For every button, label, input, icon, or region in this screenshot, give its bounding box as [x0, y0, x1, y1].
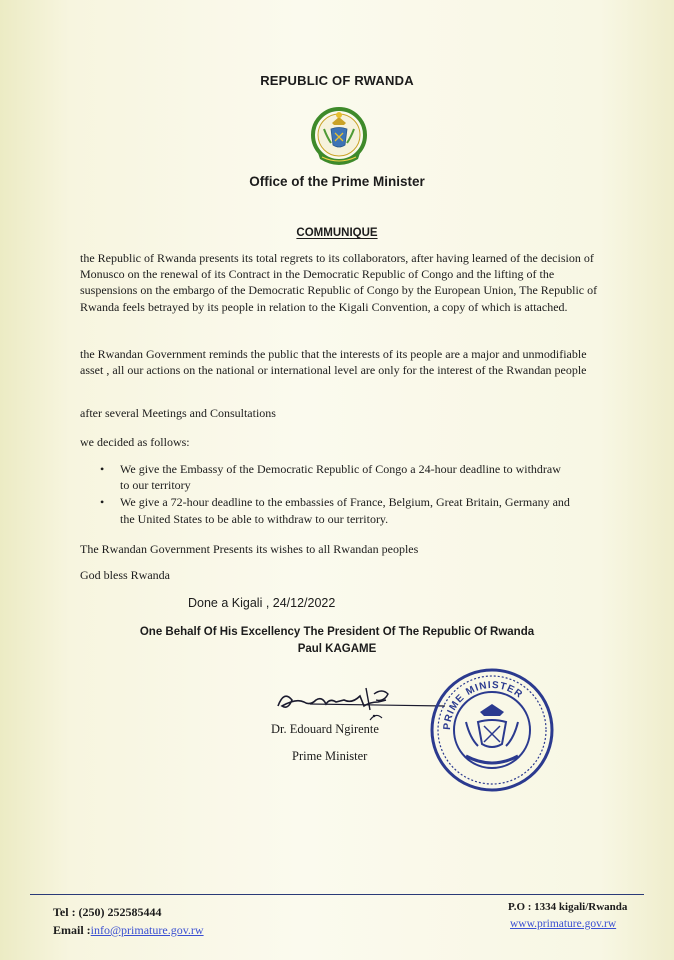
- done-date-line: Done a Kigali , 24/12/2022: [188, 596, 336, 610]
- communique-heading: [0, 227, 674, 239]
- stamp-text: PRIME MINISTER: [441, 679, 525, 731]
- paragraph-blessing: God bless Rwanda: [80, 568, 170, 582]
- official-seal-icon: [428, 666, 556, 794]
- footer-website-link[interactable]: www.primature.gov.rw: [510, 918, 617, 930]
- decision-list: [100, 461, 570, 528]
- rwanda-coat-of-arms-icon: [302, 105, 376, 171]
- list-item: • We give a 72-hour deadline to the embassies of France, Belgium, Great Britain, Germany and the United States to be able to withdraw to our territory.: [100, 494, 570, 526]
- paragraph-decided: we decided as follows:: [80, 435, 190, 449]
- handwritten-signature-icon: [270, 676, 450, 726]
- communique-title: COMMUNIQUE: [296, 227, 378, 239]
- paragraph-wishes: The Rwandan Government Presents its wishes to all Rwandan peoples: [80, 542, 419, 556]
- paragraph-interests: the Rwandan Government reminds the public that the interests of its people are a major and unmodifiable asset , all our actions on the national or international level are only for the interest of the Rwandan people: [80, 347, 587, 378]
- footer-po-box: P.O : 1334 kigali/Rwanda: [508, 901, 628, 913]
- on-behalf-block: [0, 624, 674, 658]
- email-label: Email :: [53, 923, 91, 937]
- email-link[interactable]: info@primature.gov.rw: [90, 923, 204, 937]
- country-title: REPUBLIC OF RWANDA: [260, 73, 414, 88]
- list-item: • We give the Embassy of the Democratic Republic of Congo a 24-hour deadline to withdraw to our territory: [100, 461, 570, 493]
- signatory-name: Dr. Edouard Ngirente: [271, 722, 379, 736]
- office-title: Office of the Prime Minister: [249, 174, 425, 189]
- signatory-role: Prime Minister: [292, 749, 368, 763]
- footer-divider: [30, 894, 644, 895]
- president-name: Paul KAGAME: [297, 643, 377, 655]
- on-behalf-line: One Behalf Of His Excellency The President Of The Republic Of Rwanda: [139, 626, 535, 638]
- footer-telephone: Tel : (250) 252585444: [53, 905, 162, 919]
- paragraph-regrets: the Republic of Rwanda presents its total regrets to its collaborators, after having learned of the decision of Monusco on the renewal of its Contract in the Democratic Republic of Congo and the lifting of the suspensions on the embargo of the Democratic Republic of Congo by the European Union, The Republic of Rwanda feels betrayed by its people in relation to the Kigali Convention, a copy of which is attached.: [80, 251, 598, 314]
- footer-email: [53, 923, 204, 938]
- paragraph-meetings: after several Meetings and Consultations: [80, 406, 276, 420]
